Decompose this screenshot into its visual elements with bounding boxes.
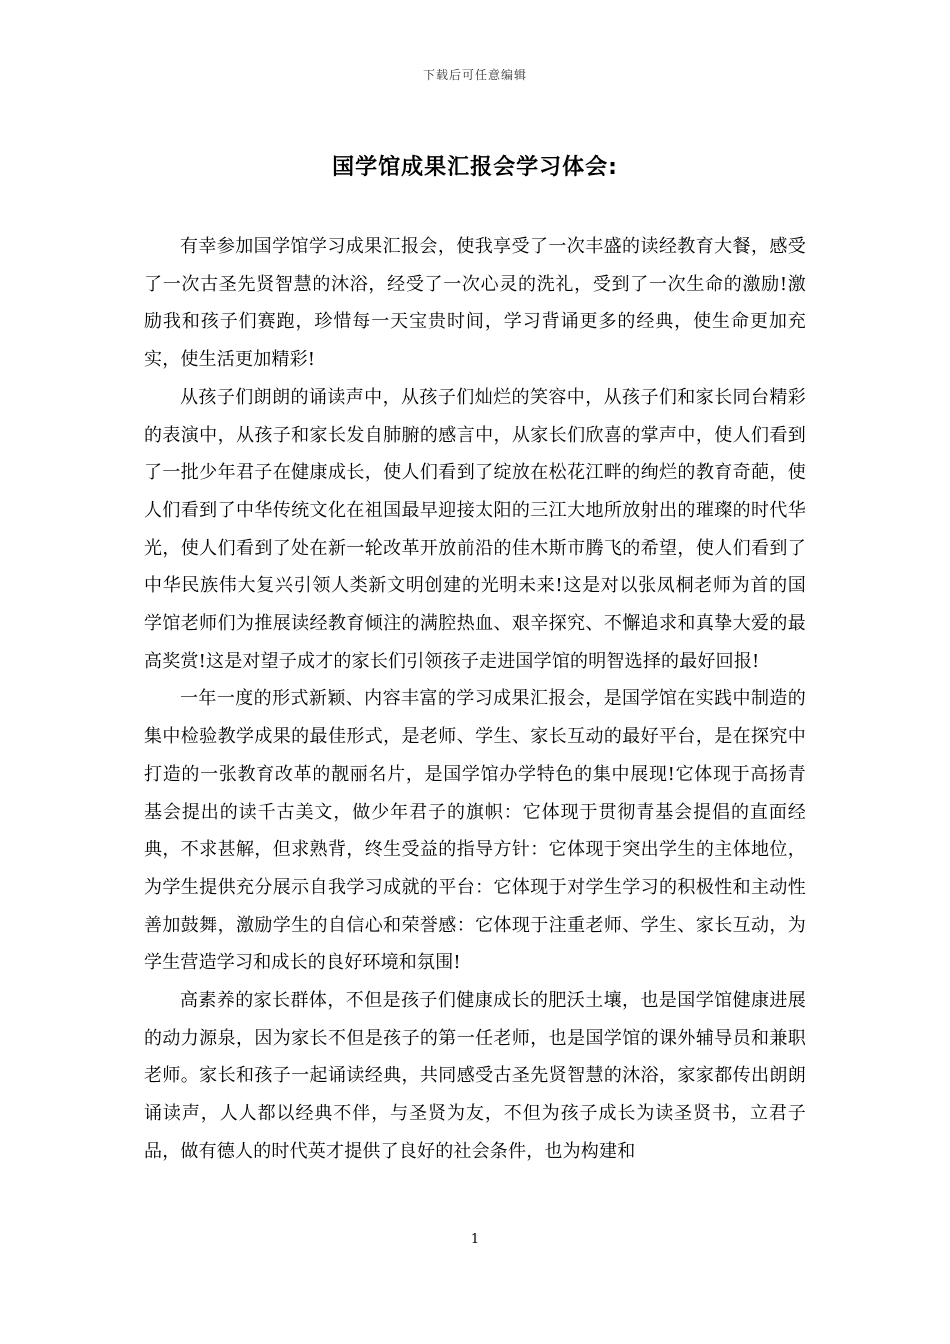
header-note: 下载后可任意编辑 (422, 68, 527, 82)
document-title: 国学馆成果汇报会学习体会: (332, 155, 618, 180)
page-number: 1 (470, 1232, 480, 1247)
paragraph-2: 从孩子们朗朗的诵读声中，从孩子们灿烂的笑容中，从孩子们和家长同台精彩的表演中，从孩子和家长发自肺腑的感言中，从家长们欣喜的掌声中，使人们看到了一批少年君子在健康成长，使人们看到了绽放在松花江畔的绚烂的教育奇葩，使人们看到了中华传统文化在祖国最早迎接太阳的三江大地所放射出的璀璨的时代华光，使人们看到了处在新一轮改革开放前沿的佳木斯市腾飞的希望，使人们看到了中华民族伟大复兴引领人类新文明创建的光明未来!这是对以张凤桐老师为首的国学馆老师们为推展读经教育倾注的满腔热血、艰辛探究、不懈追求和真挚大爱的最高奖赏!这是对望子成才的家长们引领孩子走进国学馆的明智选择的最好回报! (144, 386, 806, 672)
document-body (144, 228, 806, 1171)
paragraph-1: 有幸参加国学馆学习成果汇报会，使我享受了一次丰盛的读经教育大餐，感受了一次古圣先贤智慧的沐浴，经受了一次心灵的洗礼，受到了一次生命的激励!激励我和孩子们赛跑，珍惜每一天宝贵时间，学习背诵更多的经典，使生命更加充实，使生活更加精彩! (144, 236, 806, 371)
paragraph-4: 高素养的家长群体，不但是孩子们健康成长的肥沃土壤，也是国学馆健康进展的动力源泉，因为家长不但是孩子的第一任老师，也是国学馆的课外辅导员和兼职老师。家长和孩子一起诵读经典，共同感受古圣先贤智慧的沐浴，家家都传出朗朗诵读声，人人都以经典不伴，与圣贤为友，不但为孩子成长为读圣贤书，立君子品，做有德人的时代英才提供了良好的社会条件，也为构建和 (144, 990, 806, 1162)
paragraph-3: 一年一度的形式新颖、内容丰富的学习成果汇报会，是国学馆在实践中制造的集中检验教学成果的最佳形式，是老师、学生、家长互动的最好平台，是在探究中打造的一张教育改革的靓丽名片，是国学馆办学特色的集中展现!它体现于高扬青基会提出的读千古美文，做少年君子的旗帜：它体现于贯彻青基会提倡的直面经典，不求甚解，但求熟背，终生受益的指导方针：它体现于突出学生的主体地位，为学生提供充分展示自我学习成就的平台：它体现于对学生学习的积极性和主动性善加鼓舞，激励学生的自信心和荣誉感：它体现于注重老师、学生、家长互动，为学生营造学习和成长的良好环境和氛围! (144, 688, 806, 974)
